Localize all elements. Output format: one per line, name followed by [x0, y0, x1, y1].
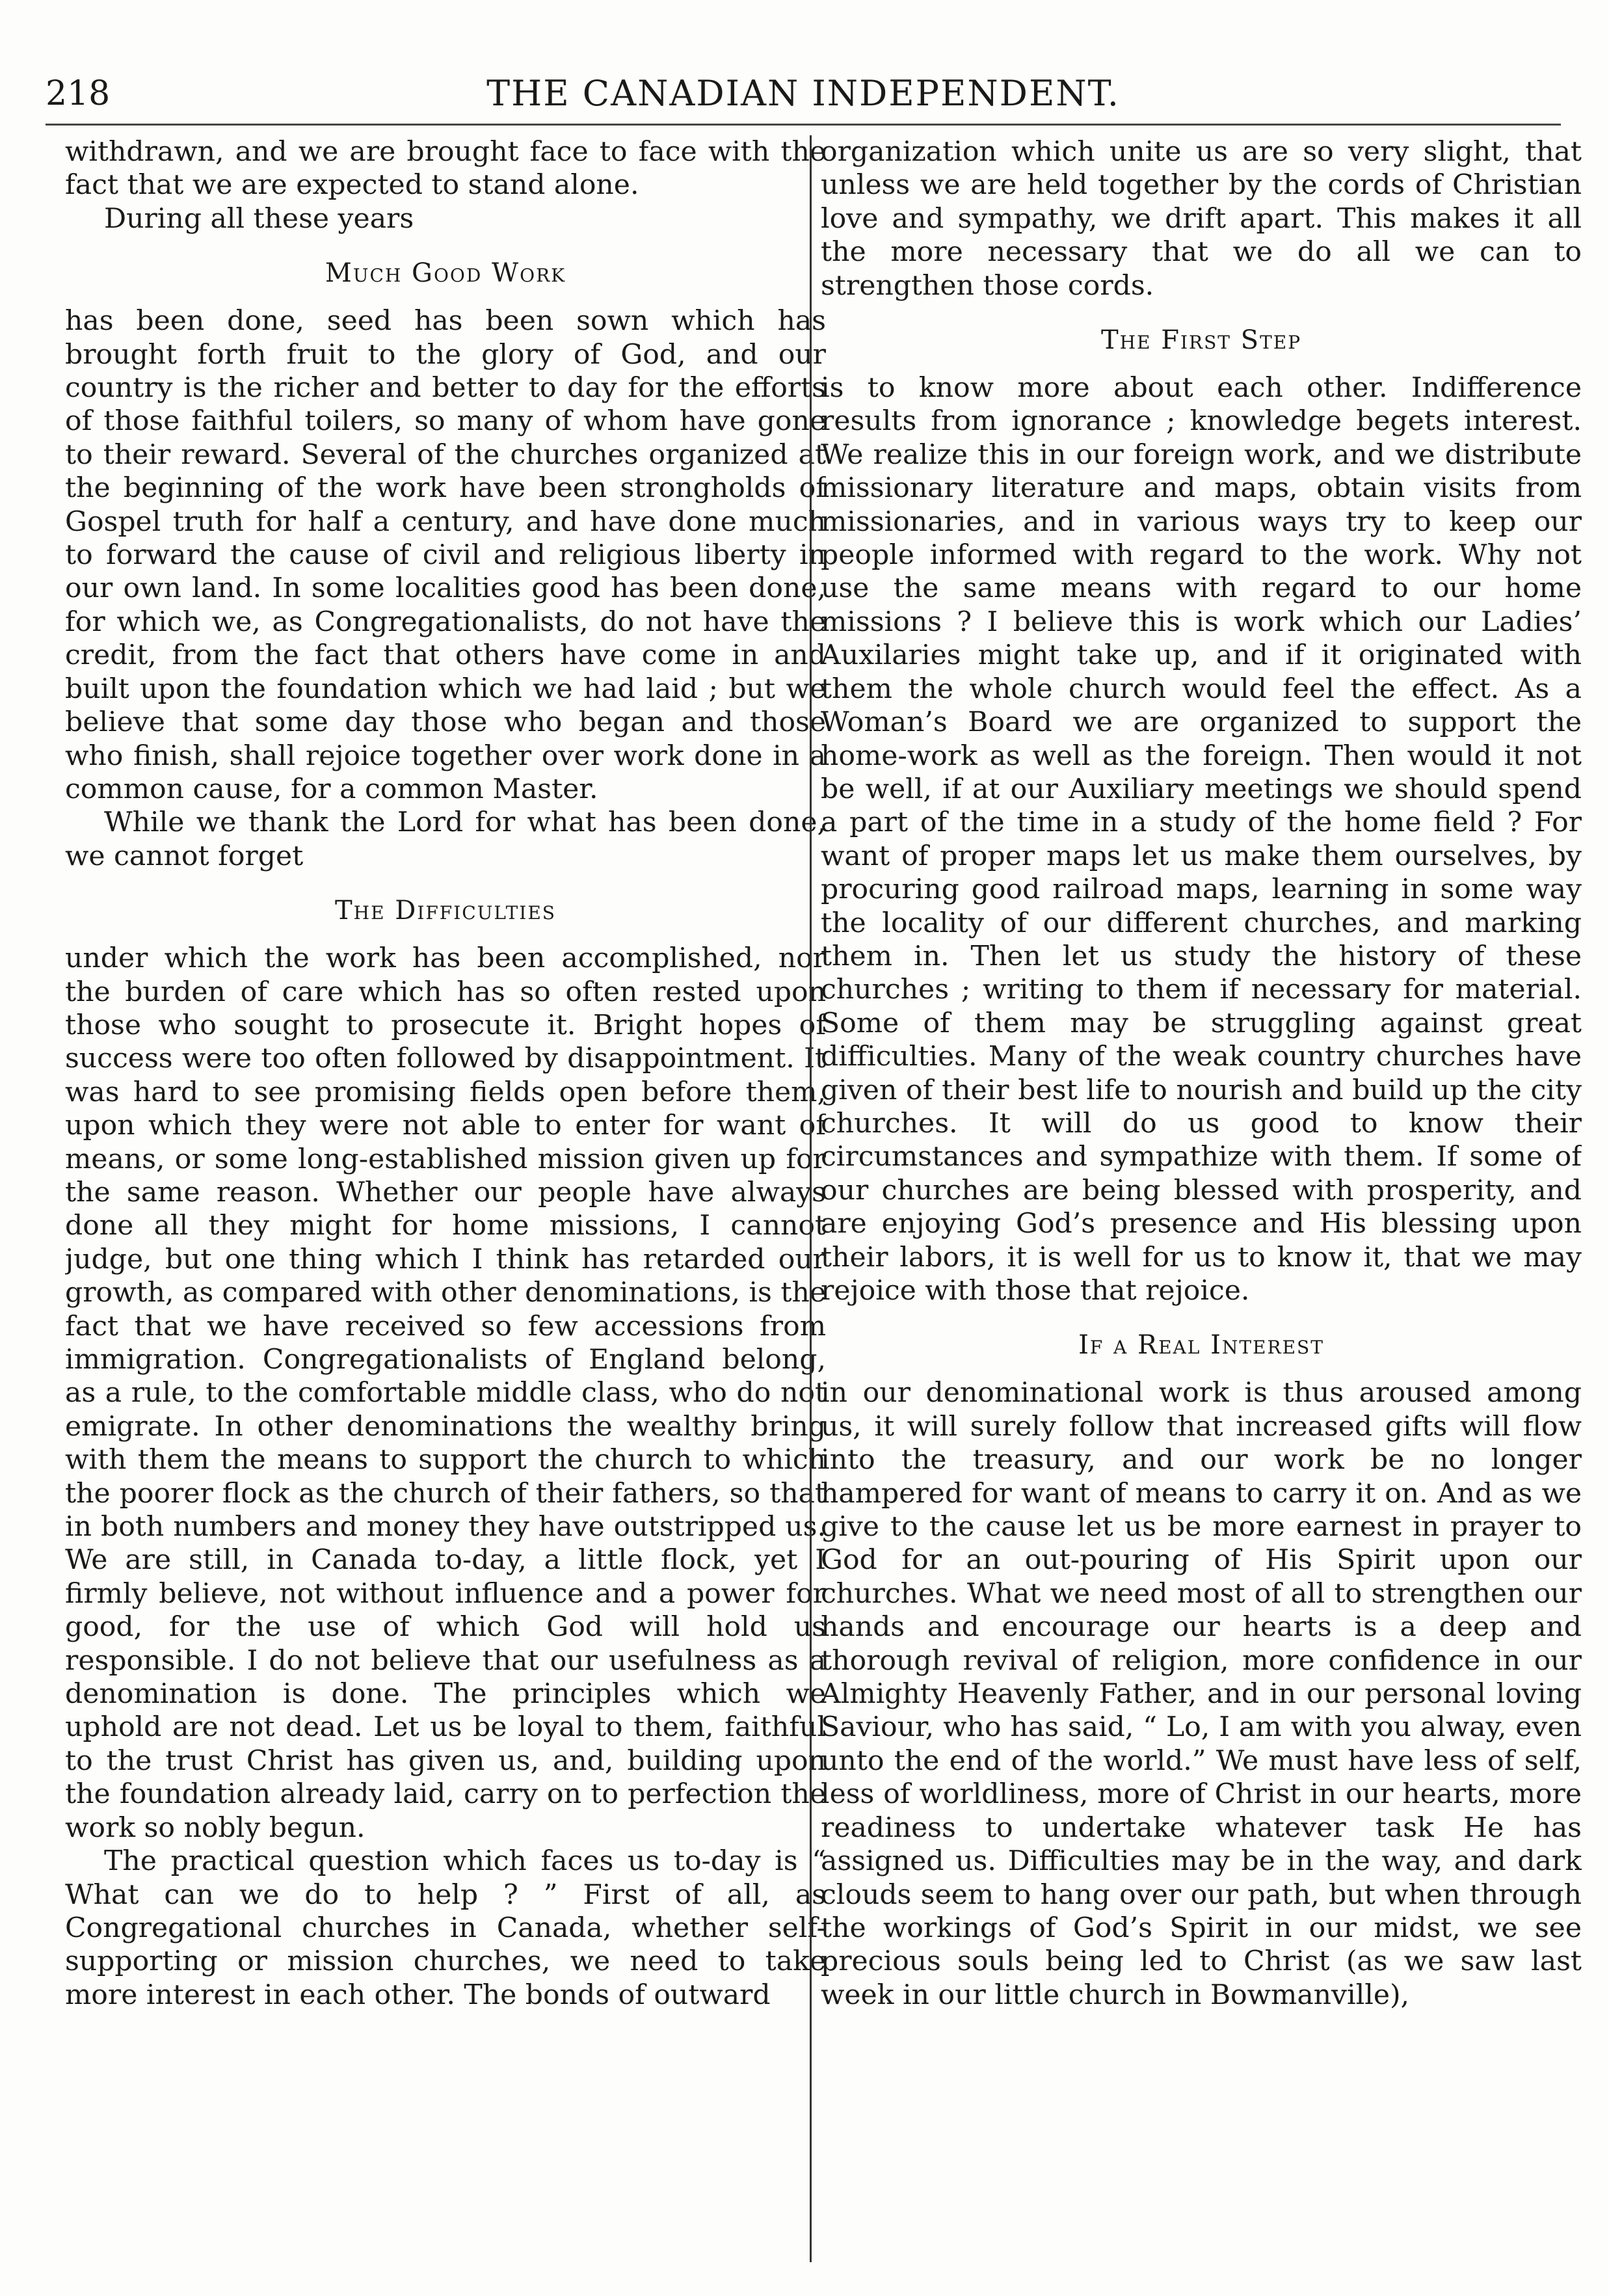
- right-column: [821, 135, 1582, 2262]
- column-divider: [810, 135, 812, 2262]
- section-heading: Much Good Work: [325, 258, 566, 289]
- paragraph: During all these years: [104, 202, 414, 235]
- paragraph: While we thank the Lord for what has been done, we cannot forget: [65, 807, 826, 872]
- left-column: [65, 135, 826, 2262]
- paragraph: is to know more about each other. Indifference results from ignorance ; knowledge begets interest. We realize this in our foreign work, and we distribute missionary literature and maps, obtain visits from missionaries, and in various ways try to keep our people informed with regard to the work. Why not use the same means with regard to our home missions ? I believe this is work which our Ladies’ Auxilaries might take up, and if it originated with them the whole church would feel the effect. As a Woman’s Board we are organized to support the home-work as well as the foreign. Then would it not be well, if at our Auxiliary meetings we should spend a part of the time in a study of the home field ? For want of proper maps let us make them ourselves, by procuring good railroad maps, learning in some way the locality of our different churches, and marking them in. Then let us study the history of these churches ; writing to them if necessary for material. Some of them may be struggling against great difficulties. Many of the weak country churches have given of their best life to nourish and build up the city churches. It will do us good to know their circumstances and sympathize with them. If some of our churches are being blessed with prosperity, and are enjoying God’s presence and His blessing upon their labors, it is well for us to know it, that we may rejoice with those that rejoice.: [821, 372, 1582, 1307]
- header-rule: [46, 124, 1561, 126]
- paragraph: has been done, seed has been sown which has brought forth fruit to the glory of God, and our country is the richer and better to day for the efforts of those faithful toilers, so many of whom have gone to their reward. Several of the churches organized at the beginning of the work have been strongholds of Gospel truth for half a century, and have done much to forward the cause of civil and religious liberty in our own land. In some localities good has been done, for which we, as Congregationalists, do not have the credit, from the fact that others have come in and built upon the foundation which we had laid ; but we believe that some day those who began and those who finish, shall rejoice together over work done in a common cause, for a common Master.: [65, 305, 826, 805]
- page-header: [46, 70, 1561, 117]
- running-title: THE CANADIAN INDEPENDENT.: [486, 73, 1120, 114]
- section-heading: If a Real Interest: [1078, 1330, 1324, 1361]
- paragraph: The practical question which faces us to-day is “ What can we do to help ? ” First of all, as Congregational churches in Canada, whether self-supporting or mission churches, we need to take more interest in each other. The bonds of outward: [65, 1845, 826, 2011]
- paragraph: organization which unite us are so very slight, that unless we are held together by the cords of Christian love and sympathy, we drift apart. This makes it all the more necessary that we do all we can to strengthen those cords.: [821, 136, 1582, 302]
- paragraph: withdrawn, and we are brought face to face with the fact that we are expected to stand alone.: [65, 136, 826, 202]
- section-heading: The First Step: [1100, 325, 1302, 356]
- paragraph: in our denominational work is thus aroused among us, it will surely follow that increased gifts will flow into the treasury, and our work be no longer hampered for want of means to carry it on. And as we give to the cause let us be more earnest in prayer to God for an out-pouring of His Spirit upon our churches. What we need most of all to strengthen our hands and encourage our hearts is a deep and thorough revival of religion, more confidence in our Almighty Heavenly Father, and in our personal loving Saviour, who has said, “ Lo, I am with you alway, even unto the end of the world.” We must have less of self, less of worldliness, more of Christ in our hearts, more readiness to undertake whatever task He has assigned us. Difficulties may be in the way, and dark clouds seem to hang over our path, but when through the workings of God’s Spirit in our midst, we see precious souls being led to Christ (as we saw last week in our little church in Bowmanville),: [821, 1377, 1582, 2011]
- page-number: 218: [46, 74, 111, 113]
- paragraph: under which the work has been accomplished, nor the burden of care which has so often rested upon those who sought to prosecute it. Bright hopes of success were too often followed by disappointment. It was hard to see promising fields open before them, upon which they were not able to enter for want of means, or some long-established mission given up for the same reason. Whether our people have always done all they might for home missions, I cannot judge, but one thing which I think has retarded our growth, as compared with other denominations, is the fact that we have received so few accessions from immigration. Congregationalists of England belong, as a rule, to the comfortable middle class, who do not emigrate. In other denominations the wealthy bring with them the means to support the church to which the poorer flock as the church of their fathers, so that in both numbers and money they have outstripped us. We are still, in Canada to-day, a little flock, yet I firmly believe, not without influence and a power for good, for the use of which God will hold us responsible. I do not believe that our usefulness as a denomination is done. The principles which we uphold are not dead. Let us be loyal to them, faithful to the trust Christ has given us, and, building upon the foundation already laid, carry on to perfection the work so nobly begun.: [65, 942, 826, 1844]
- section-heading: The Difficulties: [335, 896, 556, 926]
